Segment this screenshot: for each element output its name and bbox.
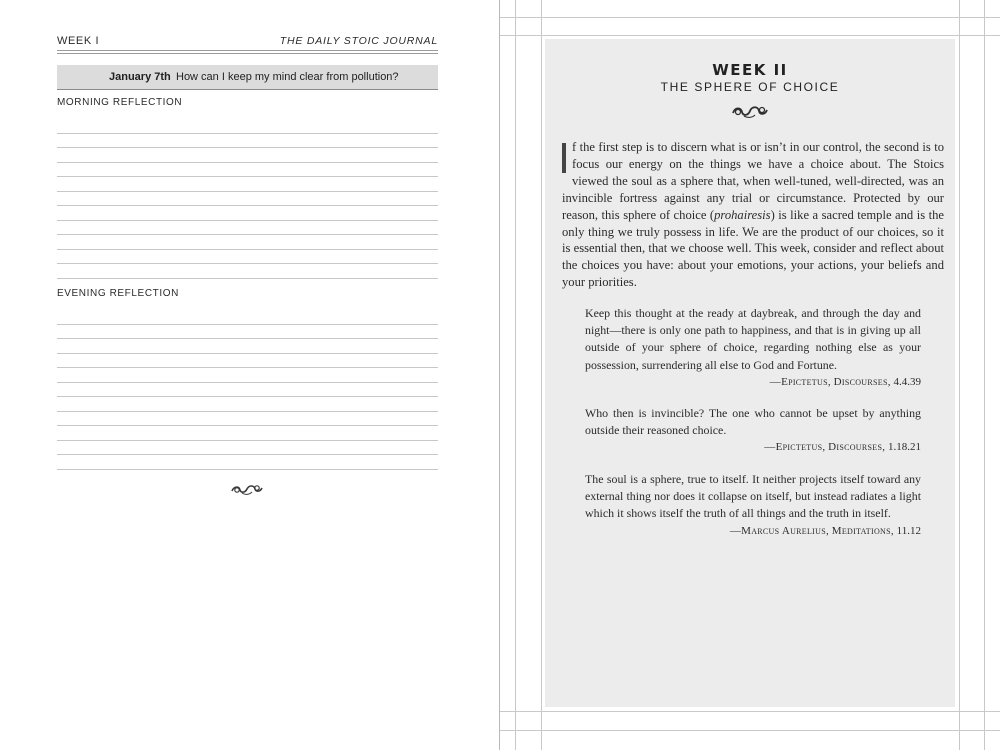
- writing-line[interactable]: [57, 383, 438, 398]
- quote-ref: 11.12: [896, 524, 921, 537]
- week-title: WEEK II: [712, 61, 788, 79]
- writing-line[interactable]: [57, 148, 438, 163]
- quote-ref: 1.18.21: [888, 441, 921, 454]
- intro-text-after: ) is like a sacred temple and is the only thing we truly possess in life. We are the product of our choices, so it is essential then, that we choose well. This week, consider and reflect about the choices you have: about your emotions, your actions, your beliefs and your priorities.: [562, 207, 944, 290]
- writing-line[interactable]: [57, 250, 438, 265]
- quote-citation: [585, 374, 921, 391]
- entry-question: How can I keep my mind clear from pollution?: [176, 71, 399, 83]
- entry-date-bar: [57, 65, 438, 89]
- writing-line[interactable]: [57, 163, 438, 178]
- quote-author: —Marcus Aurelius,: [729, 524, 829, 537]
- quote-text: Who then is invincible? The one who cannot be upset by anything outside their reasoned choice.: [585, 406, 921, 438]
- entry-date: January 7th: [109, 71, 171, 83]
- writing-line[interactable]: [57, 368, 438, 383]
- running-head-rule: [57, 50, 438, 51]
- quote-block: [585, 471, 921, 540]
- quote-text: Keep this thought at the ready at daybreak, and through the day and night—there is only one path to happiness, and that is in giving up all outside of your sphere of choice, regarding nothing else as your possession, surrendering all else to God and Fortune.: [585, 306, 921, 372]
- date-bar-rule: [57, 89, 438, 90]
- writing-line[interactable]: [57, 339, 438, 354]
- quote-citation: [585, 523, 921, 540]
- quote-ref: 4.4.39: [893, 375, 921, 388]
- evening-reflection-label: EVENING REFLECTION: [57, 288, 179, 299]
- writing-line[interactable]: [57, 354, 438, 369]
- chapter-intro: [562, 139, 944, 291]
- writing-line[interactable]: [57, 177, 438, 192]
- evening-writing-area[interactable]: [57, 310, 438, 470]
- intro-term: prohairesis: [714, 207, 771, 222]
- writing-line[interactable]: [57, 310, 438, 325]
- quote-author: —Epictetus,: [769, 375, 831, 388]
- fleuron-icon: [731, 103, 769, 119]
- running-head-book-title: THE DAILY STOIC JOURNAL: [279, 35, 438, 47]
- quote-text: The soul is a sphere, true to itself. It neither projects itself toward any external thing nor does it collapse on itself, but instead radiates a light which it shows itself the truth of all things and the truth in itself.: [585, 472, 921, 521]
- right-page: [500, 0, 1000, 750]
- writing-line[interactable]: [57, 325, 438, 340]
- running-head-rule: [57, 53, 438, 54]
- intro-text-before: f the first step is to discern what is or isn’t in our control, the second is to focus our energy on the things we have a choice about. The Stoics viewed the soul as a sphere that, when well-tuned, well-directed, was an invincible fortress against any trial or circumstance. Protected by our reason, this sphere of choice (: [562, 140, 944, 222]
- writing-line[interactable]: [57, 206, 438, 221]
- week-subtitle: THE SPHERE OF CHOICE: [660, 80, 840, 94]
- crop-mark: [984, 0, 985, 750]
- crop-mark: [500, 17, 1000, 18]
- quote-work: Meditations,: [831, 524, 894, 537]
- running-head-week: WEEK I: [57, 35, 100, 47]
- fleuron-icon: [230, 482, 264, 496]
- quote-author: —Epictetus,: [764, 441, 826, 454]
- quote-work: Discourses,: [828, 441, 886, 454]
- morning-writing-area[interactable]: [57, 119, 438, 279]
- crop-mark: [500, 711, 1000, 712]
- writing-line[interactable]: [57, 412, 438, 427]
- writing-line[interactable]: [57, 192, 438, 207]
- morning-reflection-label: MORNING REFLECTION: [57, 97, 183, 108]
- crop-mark: [959, 0, 960, 750]
- quote-block: [585, 305, 921, 391]
- crop-mark: [500, 35, 1000, 36]
- writing-line[interactable]: [57, 455, 438, 470]
- quote-work: Discourses,: [833, 375, 891, 388]
- writing-line[interactable]: [57, 235, 438, 250]
- writing-line[interactable]: [57, 441, 438, 456]
- writing-line[interactable]: [57, 134, 438, 149]
- writing-line[interactable]: [57, 397, 438, 412]
- running-head: [57, 35, 438, 49]
- quote-citation: [585, 439, 921, 456]
- writing-line[interactable]: [57, 119, 438, 134]
- writing-line[interactable]: [57, 264, 438, 279]
- crop-mark: [541, 0, 542, 750]
- crop-mark: [515, 0, 516, 750]
- drop-cap-i: [562, 143, 566, 173]
- writing-line[interactable]: [57, 426, 438, 441]
- writing-line[interactable]: [57, 221, 438, 236]
- crop-mark: [500, 730, 1000, 731]
- quote-block: [585, 405, 921, 457]
